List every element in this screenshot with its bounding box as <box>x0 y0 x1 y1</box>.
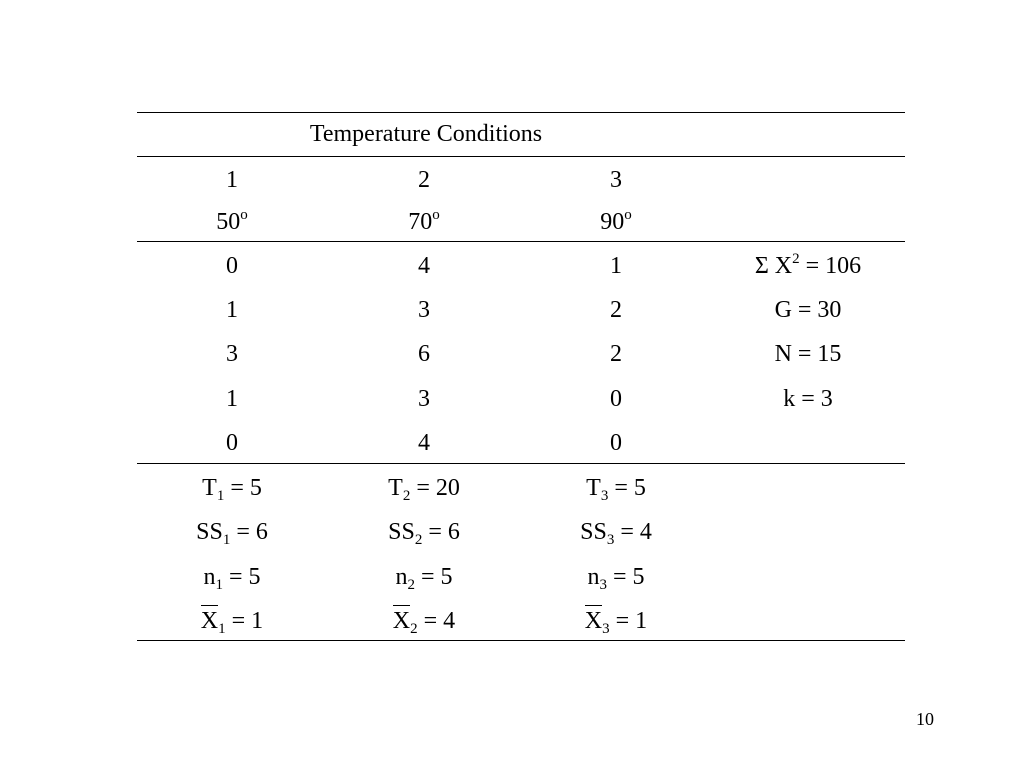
table-cell: 4 <box>418 430 430 456</box>
header-bottom-rule <box>137 156 905 157</box>
table-cell: 4 <box>418 253 430 279</box>
sample-mean: $X_2 = 4$ <box>392 608 456 637</box>
sample-size: $n_1 = 5$ <box>203 564 261 593</box>
treatment-total: $T_3 = 5$ <box>586 475 646 504</box>
grand-total: G = 30 <box>774 297 842 323</box>
table-cell: 3 <box>226 341 238 367</box>
table-cell: 2 <box>610 297 622 323</box>
table-cell: 0 <box>610 430 622 456</box>
column-number: 3 <box>610 167 622 193</box>
treatment-total: $T_2 = 20$ <box>388 475 460 504</box>
table-cell: 3 <box>418 386 430 412</box>
k-count: k = 3 <box>783 386 833 412</box>
total-n: N = 15 <box>774 341 842 367</box>
table-cell: 1 <box>610 253 622 279</box>
sum-of-squares: $SS_3 = 4$ <box>580 519 652 548</box>
column-temperature: 90$^o$ <box>600 207 632 235</box>
table-cell: 2 <box>610 341 622 367</box>
column-number: 2 <box>418 167 430 193</box>
table-cell: 3 <box>418 297 430 323</box>
table-title: Temperature Conditions <box>309 121 543 147</box>
page-number: 10 <box>916 709 934 729</box>
table-cell: 1 <box>226 297 238 323</box>
treatment-total: $T_1 = 5$ <box>202 475 262 504</box>
sample-size: $n_2 = 5$ <box>395 564 453 593</box>
table-top-rule <box>137 112 905 113</box>
sum-x-squared: Σ $X^2 = 106$ <box>754 251 862 279</box>
table-cell: 0 <box>226 430 238 456</box>
column-temperature: 50$^o$ <box>216 207 248 235</box>
table-bottom-rule <box>137 640 905 641</box>
sum-of-squares: $SS_1 = 6$ <box>196 519 268 548</box>
sum-of-squares: $SS_2 = 6$ <box>388 519 460 548</box>
column-header-rule <box>137 241 905 242</box>
sample-mean: $X_3 = 1$ <box>584 608 648 637</box>
table-cell: 0 <box>610 386 622 412</box>
column-temperature: 70$^o$ <box>408 207 440 235</box>
sample-size: $n_3 = 5$ <box>587 564 645 593</box>
sample-mean: $X_1 = 1$ <box>200 608 264 637</box>
data-bottom-rule <box>137 463 905 464</box>
column-number: 1 <box>226 167 238 193</box>
table-cell: 6 <box>418 341 430 367</box>
table-cell: 0 <box>226 253 238 279</box>
table-cell: 1 <box>226 386 238 412</box>
